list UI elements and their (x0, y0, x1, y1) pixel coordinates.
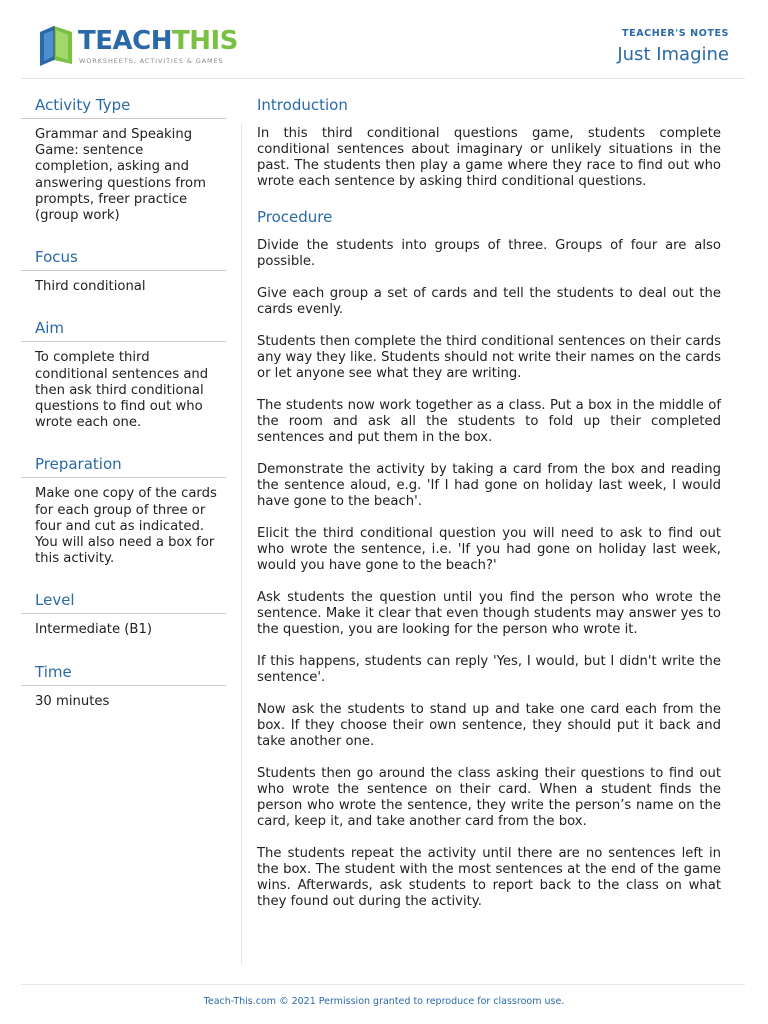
procedure-step: Ask students the question until you find the person who wrote the sentence. Make it clear that even though students may answer yes to the question, you are looking for the person who wrote it. (257, 590, 721, 637)
info-sidebar (21, 94, 226, 732)
logo-wordmark-teach: TEACH (78, 26, 172, 56)
sidebar-section-focus (21, 246, 226, 295)
header-divider (21, 78, 745, 79)
logo-tagline: WORKSHEETS, ACTIVITIES & GAMES (79, 57, 224, 65)
sidebar-heading: Activity Type (21, 94, 226, 119)
book-logo-icon (36, 24, 76, 68)
sidebar-text: To complete third conditional sentences and then ask third conditional questions to find out who wrote each one. (35, 350, 209, 431)
procedure-heading: Procedure (257, 208, 333, 226)
sidebar-heading: Preparation (21, 453, 226, 478)
sidebar-section-aim (21, 317, 226, 431)
procedure-step: Elicit the third conditional question you will need to ask to find out who wrote the sentence, i.e. 'If you had gone on holiday last week, would you have gone to the beach?' (257, 526, 721, 573)
introduction-heading: Introduction (257, 96, 348, 114)
sidebar-text: Grammar and Speaking Game: sentence completion, asking and answering questions from prompts, freer practice (group work) (35, 127, 206, 224)
main-content (257, 94, 721, 926)
sidebar-section-activity-type (21, 94, 226, 224)
teach-this-logo (36, 24, 236, 70)
sidebar-heading: Level (21, 589, 226, 614)
introduction-text: In this third conditional questions game, students complete conditional sentences about imaginary or unlikely situations in the past. The students then play a game where they race to find out who wrote each sentence by asking third conditional questions. (257, 126, 721, 189)
sidebar-text: Make one copy of the cards for each group of three or four and cut as indicated. You will also need a box for this activity. (35, 486, 217, 567)
sidebar-text: Third conditional (35, 279, 146, 295)
sidebar-section-preparation (21, 453, 226, 567)
procedure-step: Give each group a set of cards and tell the students to deal out the cards evenly. (257, 286, 721, 317)
sidebar-heading: Focus (21, 246, 226, 271)
sidebar-text: 30 minutes (35, 693, 110, 709)
column-divider (241, 124, 242, 964)
sidebar-section-time (21, 661, 226, 710)
sidebar-text: Intermediate (B1) (35, 622, 153, 638)
sidebar-heading: Time (21, 661, 226, 686)
logo-wordmark (78, 26, 238, 56)
footer-divider (21, 984, 745, 985)
procedure-step: Students then go around the class asking their questions to find out who wrote the sentence on their card. When a student finds the person who wrote the sentence, they write the person’s name on the card, keep it, and take another card from the box. (257, 766, 721, 829)
procedure-step: Students then complete the third conditional sentences on their cards any way they like. Students should not write their names on the cards or let anyone see what they are writing. (257, 334, 721, 381)
page-header (0, 0, 768, 78)
teachers-notes-label: TEACHER'S NOTES (622, 28, 729, 39)
procedure-step: If this happens, students can reply 'Yes, I would, but I didn't write the sentence'. (257, 654, 721, 685)
copyright-footer: Teach-This.com © 2021 Permission granted to reproduce for classroom use. (203, 996, 565, 1007)
sidebar-section-level (21, 589, 226, 638)
logo-wordmark-this: THIS (171, 26, 238, 56)
page-title: Just Imagine (617, 44, 729, 65)
procedure-step: The students now work together as a class. Put a box in the middle of the room and ask all the students to fold up their completed sentences and put them in the box. (257, 398, 721, 445)
procedure-step: Now ask the students to stand up and take one card each from the box. If they choose their own sentence, they should put it back and take another one. (257, 702, 721, 749)
procedure-step: Divide the students into groups of three. Groups of four are also possible. (257, 238, 721, 269)
procedure-step: Demonstrate the activity by taking a card from the box and reading the sentence aloud, e.g. 'If I had gone on holiday last week, I would have gone to the beach'. (257, 462, 721, 509)
sidebar-heading: Aim (21, 317, 226, 342)
procedure-step: The students repeat the activity until there are no sentences left in the box. The student with the most sentences at the end of the game wins. Afterwards, ask students to report back to the class on what they found out during the activity. (257, 846, 721, 909)
